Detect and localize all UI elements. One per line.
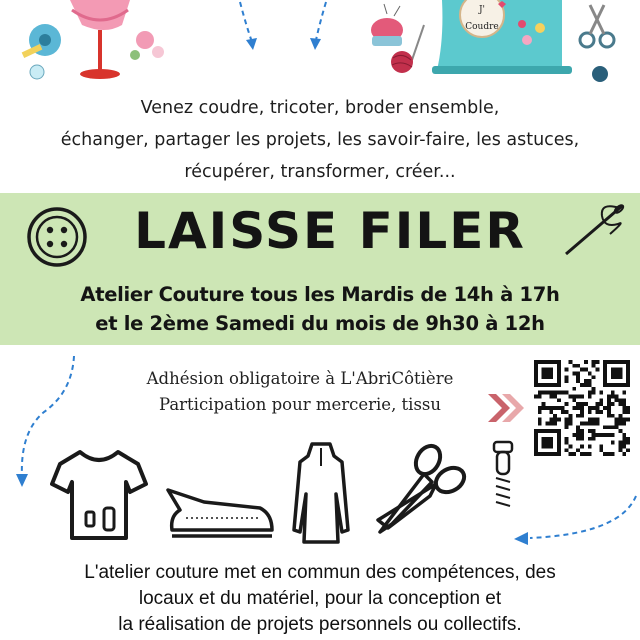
intro-text: [0, 92, 640, 188]
qr-code[interactable]: [534, 360, 630, 456]
chevron-arrows-icon: [486, 392, 526, 424]
iron-icon: [164, 486, 276, 542]
membership-line: Adhésion obligatoire à L'AbriCôtière: [146, 369, 454, 388]
dashed-arrow-decoration: [302, 0, 332, 55]
scissors-icon: [370, 440, 470, 540]
membership-notes: [100, 366, 500, 418]
intro-line: échanger, partager les projets, les savoir-faire, les astuces,: [60, 130, 580, 150]
sewing-machine-illustration: [362, 0, 632, 85]
description-line: locaux et du matériel, pour la conception et: [138, 588, 502, 609]
schedule: [0, 280, 640, 338]
description-line: la réalisation de projets personnels ou collectifs.: [118, 614, 522, 635]
intro-line: récupérer, transformer, créer...: [184, 162, 456, 182]
intro-line: Venez coudre, tricoter, broder ensemble,: [140, 98, 500, 118]
machine-label-1: J': [478, 5, 486, 15]
mannequin-illustration: [10, 0, 170, 82]
schedule-line-1: Atelier Couture tous les Mardis de 14h à 17h: [80, 283, 560, 306]
button-icon: [26, 206, 88, 268]
machine-label-2: Coudre: [465, 22, 499, 32]
dashed-arrow-decoration: [236, 0, 266, 55]
participation-line: Participation pour mercerie, tissu: [158, 395, 442, 414]
needle-thread-icon: [560, 198, 632, 260]
dress-icon: [288, 440, 354, 548]
dashed-arrow-decoration: [500, 494, 640, 554]
page-title: LAISSE FILER: [134, 202, 526, 260]
schedule-line-2: et le 2ème Samedi du mois de 9h30 à 12h: [95, 312, 545, 335]
description: [0, 560, 640, 638]
tshirt-icon: [50, 446, 148, 544]
description-line: L'atelier couture met en commun des compétences, des: [84, 562, 556, 583]
